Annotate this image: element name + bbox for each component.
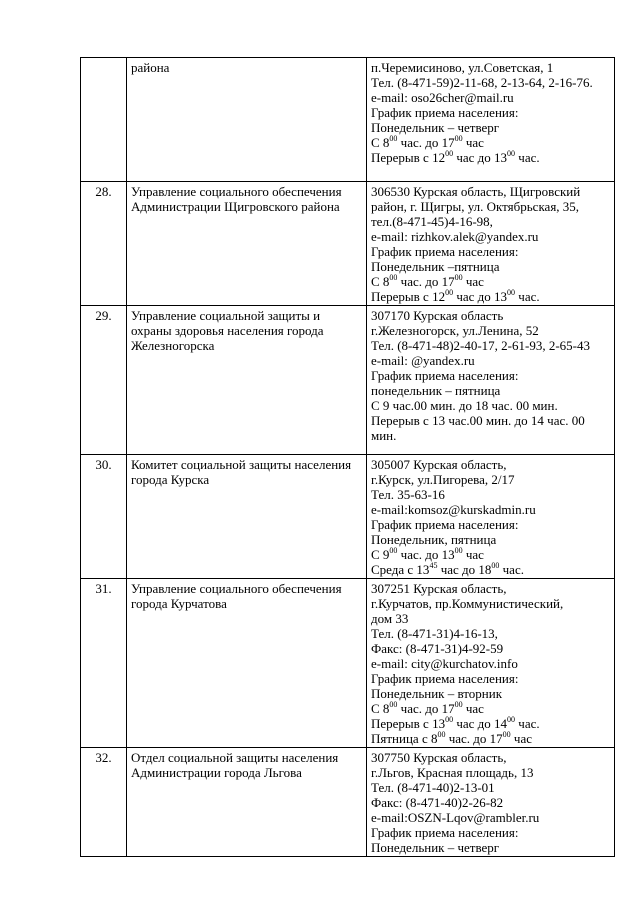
address-line: 306530 Курская область, Щигровский <box>371 184 581 199</box>
org-line: Железногорска <box>131 338 215 353</box>
org-line: охраны здоровья населения города <box>131 323 324 338</box>
org-line: Комитет социальной защиты населения <box>131 457 352 472</box>
org-line: Управление социального обеспечения <box>131 184 342 199</box>
schedule-break: Перерыв с 13 час.00 мин. до 14 час. 00 мин. <box>371 413 585 443</box>
row-number: 31. <box>81 579 127 748</box>
email-line: e-mail:komsoz@kurskadmin.ru <box>371 502 536 517</box>
contact-info <box>367 58 615 182</box>
schedule-hours: С $9^{00}$ час. до $13^{00}$ час <box>371 546 484 562</box>
organization-name <box>127 306 367 455</box>
address-line: 307251 Курская область, <box>371 581 507 596</box>
org-line: города Курска <box>131 472 210 487</box>
schedule-label: График приема населения: <box>371 368 519 383</box>
address-line: район, г. Щигры, ул. Октябрьская, 35, <box>371 199 580 214</box>
phone-line: Тел. (8-471-48)2-40-17, 2-61-93, 2-65-43 <box>371 338 590 353</box>
schedule-hours: С $8^{00}$ час. до $17^{00}$ час <box>371 134 484 150</box>
row-number <box>81 58 127 182</box>
schedule-break: Перерыв с $13^{00}$ час до $14^{00}$ час. <box>371 715 540 731</box>
org-line: Администрации Щигровского района <box>131 199 340 214</box>
schedule-break: Перерыв с $12^{00}$ час до $13^{00}$ час. <box>371 149 540 165</box>
schedule-friday: Пятница с $8^{00}$ час. до $17^{00}$ час <box>371 730 532 746</box>
phone-line: Тел. 35-63-16 <box>371 487 445 502</box>
table-row <box>81 455 615 579</box>
organization-name <box>127 455 367 579</box>
contact-info <box>367 182 615 306</box>
contact-info <box>367 748 615 857</box>
phone-line: Тел. (8-471-59)2-11-68, 2-13-64, 2-16-76. <box>371 75 593 90</box>
phone-line: Тел. (8-471-31)4-16-13, <box>371 626 498 641</box>
organization-name <box>127 748 367 857</box>
schedule-days: Понедельник, пятница <box>371 532 497 547</box>
contact-info <box>367 306 615 455</box>
phone-line: тел.(8-471-45)4-16-98, <box>371 214 493 229</box>
phone-line: Тел. (8-471-40)2-13-01 <box>371 780 495 795</box>
address-line: 307750 Курская область, <box>371 750 507 765</box>
org-line: Управление социального обеспечения <box>131 581 342 596</box>
schedule-label: График приема населения: <box>371 671 519 686</box>
schedule-days: Понедельник – четверг <box>371 120 500 135</box>
address-line: г.Курчатов, пр.Коммунистический, <box>371 596 564 611</box>
schedule-hours: С $8^{00}$ час. до $17^{00}$ час <box>371 273 484 289</box>
org-line: Отдел социальной защиты населения <box>131 750 339 765</box>
address-line: дом 33 <box>371 611 409 626</box>
address-line: г.Железногорск, ул.Ленина, 52 <box>371 323 539 338</box>
address-line: 307170 Курская область <box>371 308 504 323</box>
org-line: Управление социальной защиты и <box>131 308 321 323</box>
table-row <box>81 748 615 857</box>
schedule-label: График приема населения: <box>371 825 519 840</box>
table-row <box>81 182 615 306</box>
organization-name <box>127 58 367 182</box>
schedule-hours: С 9 час.00 мин. до 18 час. 00 мин. <box>371 398 558 413</box>
email-line: e-mail: @yandex.ru <box>371 353 475 368</box>
social-services-table <box>80 57 615 857</box>
schedule-days: Понедельник – вторник <box>371 686 503 701</box>
org-line: города Курчатова <box>131 596 227 611</box>
fax-line: Факс: (8-471-40)2-26-82 <box>371 795 504 810</box>
schedule-days: Понедельник – четверг <box>371 840 500 855</box>
organization-name <box>127 579 367 748</box>
email-line: e-mail: rizhkov.alek@yandex.ru <box>371 229 539 244</box>
schedule-wednesday: Среда с $13^{45}$ час до $18^{00}$ час. <box>371 561 524 577</box>
email-line: e-mail: oso26cher@mail.ru <box>371 90 514 105</box>
schedule-days: понедельник – пятница <box>371 383 501 398</box>
row-number: 28. <box>81 182 127 306</box>
row-number: 30. <box>81 455 127 579</box>
row-number: 32. <box>81 748 127 857</box>
address-line: г.Льгов, Красная площадь, 13 <box>371 765 534 780</box>
fax-line: Факс: (8-471-31)4-92-59 <box>371 641 504 656</box>
address-line: г.Курск, ул.Пигорева, 2/17 <box>371 472 515 487</box>
table-body <box>81 58 615 857</box>
schedule-label: График приема населения: <box>371 244 519 259</box>
schedule-label: График приема населения: <box>371 105 519 120</box>
row-number: 29. <box>81 306 127 455</box>
schedule-hours: С $8^{00}$ час. до $17^{00}$ час <box>371 700 484 716</box>
org-line: Администрации города Льгова <box>131 765 302 780</box>
table-row <box>81 306 615 455</box>
schedule-label: График приема населения: <box>371 517 519 532</box>
org-line: района <box>131 60 170 75</box>
email-line: e-mail: city@kurchatov.info <box>371 656 518 671</box>
contact-info <box>367 455 615 579</box>
schedule-break: Перерыв с $12^{00}$ час до $13^{00}$ час. <box>371 288 540 304</box>
contact-info <box>367 579 615 748</box>
email-line: e-mail:OSZN-Lqov@rambler.ru <box>371 810 540 825</box>
organization-name <box>127 182 367 306</box>
table-row <box>81 579 615 748</box>
schedule-days: Понедельник –пятница <box>371 259 500 274</box>
address-line: 305007 Курская область, <box>371 457 507 472</box>
table-row <box>81 58 615 182</box>
address-line: п.Черемисиново, ул.Советская, 1 <box>371 60 554 75</box>
